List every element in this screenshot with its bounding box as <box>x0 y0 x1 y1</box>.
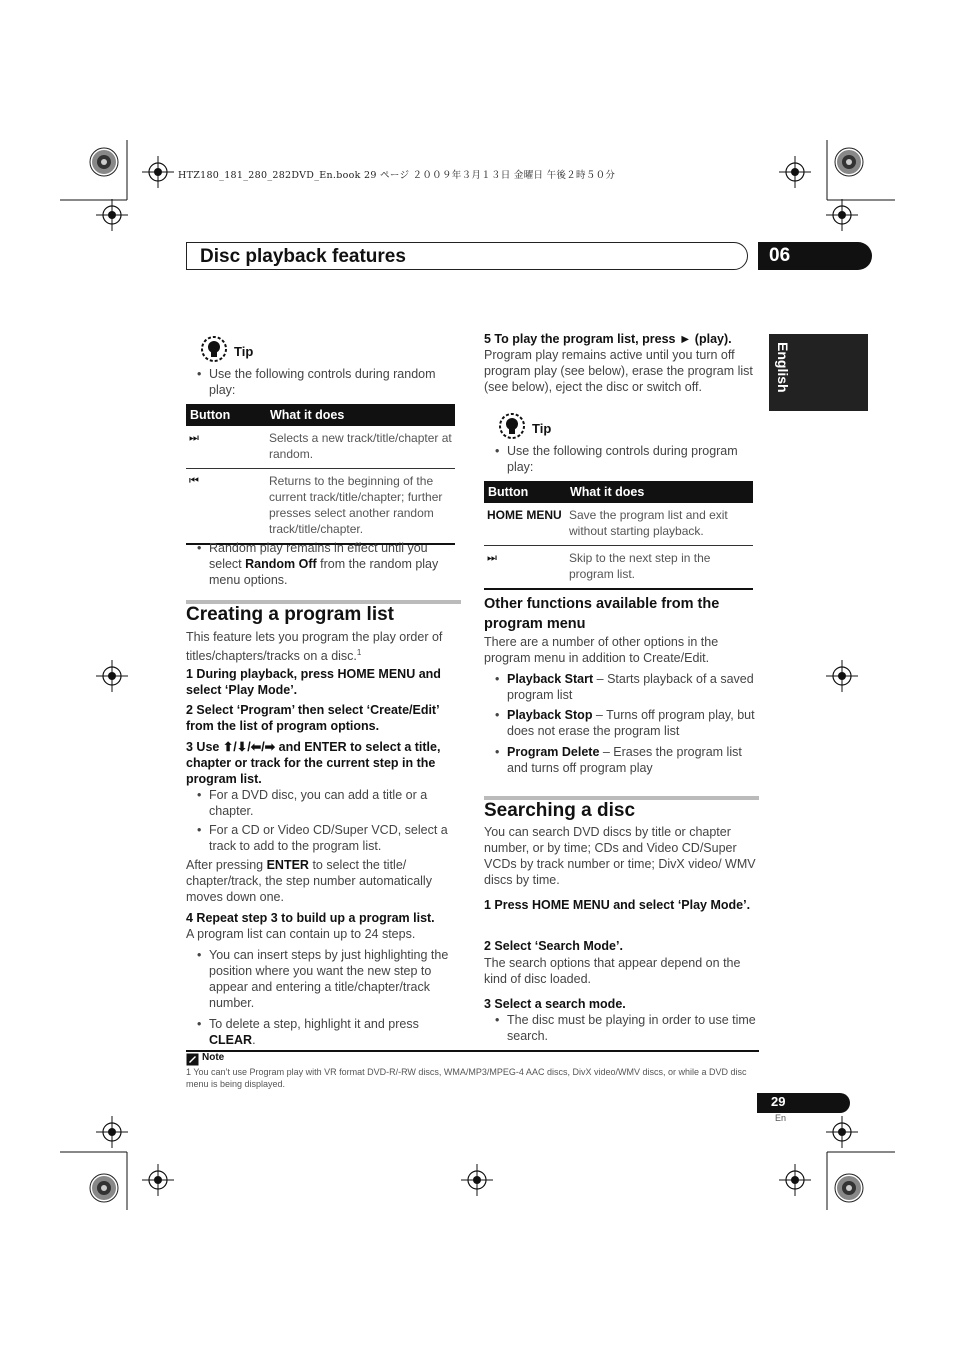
step-3: 3 Use ⬆/⬇/⬅/➡ and ENTER to select a title, chapter or track for the current step in the program list. <box>186 740 441 786</box>
chapter-badge <box>758 242 872 270</box>
step-1: 1 During playback, press HOME MENU and select ‘Play Mode’. <box>186 667 441 697</box>
search-step-3: 3 Select a search mode. <box>484 997 626 1011</box>
table-header: Button <box>484 481 566 503</box>
table-row <box>484 546 753 590</box>
program-play-table <box>484 481 753 590</box>
file-slug: HTZ180_181_280_282DVD_En.book 29 ページ ２００９年３月１３日 金曜日 午後２時５０分 <box>178 170 616 181</box>
table-cell: HOME MENU <box>484 503 566 546</box>
list-item: • The disc must be playing in order to use time search. <box>507 1012 759 1044</box>
table-cell: Skip to the next step in the program list. <box>566 546 753 590</box>
language-label: English <box>775 342 791 393</box>
searching-intro: You can search DVD discs by title or chapter number, or by time; CDs and Video CD/Super VCDs by track number or time; DivX video/ WMV discs by time. <box>484 825 756 887</box>
table-cell: Selects a new track/title/chapter at random. <box>266 426 455 469</box>
tip-label: Tip <box>234 344 254 359</box>
tip-intro: • Use the following controls during random play: <box>209 366 459 398</box>
section-title: Disc playback features <box>200 246 406 267</box>
step-4: 4 Repeat step 3 to build up a program list. <box>186 911 435 925</box>
table-header: What it does <box>566 481 753 503</box>
note-rule <box>186 1050 759 1052</box>
random-play-table <box>186 404 455 545</box>
page-number: 29 <box>771 1094 786 1109</box>
tip-intro: • Use the following controls during program play: <box>507 443 759 475</box>
step-2: 2 Select ‘Program’ then select ‘Create/Edit’ from the list of program options. <box>186 703 439 733</box>
note-icon <box>186 1053 199 1066</box>
creating-heading: Creating a program list <box>186 604 394 625</box>
list-item: • Playback Stop – Turns off program play, but does not erase the program list <box>507 707 759 739</box>
tip-label: Tip <box>532 421 552 436</box>
list-item: • Playback Start – Starts playback of a saved program list <box>507 671 759 703</box>
footnote: 1 You can’t use Program play with VR format DVD-R/-RW discs, WMA/MP3/MPEG-4 AAC discs, DivX video/WMV discs, or while a DVD disc menu is being displayed. <box>186 1067 747 1089</box>
search-step-2-text: The search options that appear depend on the kind of disc loaded. <box>484 956 741 986</box>
page-lang: En <box>775 1113 787 1123</box>
table-cell: Save the program list and exit without starting playback. <box>566 503 753 546</box>
after-enter-text: After pressing ENTER to select the title/ chapter/track, the step number automatically moves down one. <box>186 858 432 904</box>
list-item: • For a DVD disc, you can add a title or a chapter. <box>209 787 461 819</box>
next-track-icon: ⏭ <box>186 426 266 469</box>
section-title-bar <box>186 242 748 270</box>
list-item: • For a CD or Video CD/Super VCD, select a track to add to the program list. <box>209 822 461 854</box>
list-item: • Program Delete – Erases the program list and turns off program play <box>507 744 759 776</box>
list-item: • You can insert steps by just highlighting the position where you want the new step to appear and entering a title/chapter/track number. <box>209 947 461 1011</box>
table-cell: Returns to the beginning of the current track/title/chapter; further presses select another random track/title/chapter. <box>266 469 455 545</box>
step-5-text: Program play remains active until you turn off program play (see below), erase the program list (see below), eject the disc or switch off. <box>484 348 753 394</box>
list-item: • To delete a step, highlight it and press CLEAR. <box>209 1016 461 1048</box>
prev-track-icon: ⏮ <box>186 469 266 545</box>
note-label: Note <box>202 1052 225 1063</box>
search-step-1: 1 Press HOME MENU and select ‘Play Mode’. <box>484 898 751 912</box>
language-tab <box>769 334 868 411</box>
other-intro: There are a number of other options in the program menu in addition to Create/Edit. <box>484 635 719 665</box>
searching-heading: Searching a disc <box>484 800 636 821</box>
lightbulb-icon <box>201 336 227 362</box>
search-step-2: 2 Select ‘Search Mode’. <box>484 939 623 953</box>
page-number-badge <box>757 1093 850 1113</box>
step-5: 5 To play the program list, press ► (play). <box>484 332 732 346</box>
chapter-number: 06 <box>769 245 791 266</box>
other-functions-heading: Other functions available from the program menu <box>484 596 720 632</box>
table-row <box>484 503 753 546</box>
lightbulb-icon <box>499 413 525 439</box>
step-4-text: A program list can contain up to 24 steps. <box>186 927 416 941</box>
table-row <box>186 469 455 545</box>
next-track-icon: ⏭ <box>484 546 566 590</box>
creating-intro: This feature lets you program the play order of titles/chapters/tracks on a disc.$^1$ <box>186 630 443 664</box>
random-play-note: • Random play remains in effect until you select Random Off from the random play menu options. <box>209 540 459 588</box>
table-header: Button <box>186 404 266 426</box>
table-row <box>186 426 455 469</box>
table-header: What it does <box>266 404 455 426</box>
